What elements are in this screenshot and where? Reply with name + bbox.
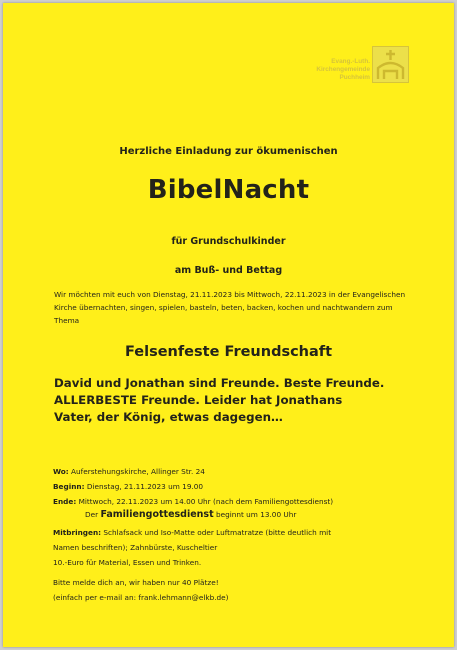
- occasion-line: am Buß- und Bettag: [174, 265, 283, 276]
- end-label: Ende:: [53, 497, 77, 506]
- invitation-flyer: [3, 3, 454, 647]
- story-line-3: Vater, der König, etwas dagegen…: [54, 409, 283, 424]
- email-line: (einfach per e-mail an: frank.lehmann@elkb.de): [53, 593, 229, 602]
- service-line: [85, 510, 296, 520]
- invitation-line: Herzliche Einladung zur ökumenischen: [119, 146, 338, 157]
- end-line: [53, 497, 333, 507]
- bring-value: Schlafsack und Iso-Matte oder Luftmatratze (bitte deutlich mit: [101, 528, 332, 537]
- theme-title: Felsenfeste Freundschaft: [124, 344, 333, 360]
- bring-label: Mitbringen:: [53, 528, 102, 537]
- where-line: [53, 467, 205, 477]
- logo-line-1: Evang.-Luth.: [331, 58, 370, 65]
- start-value: Dienstag, 21.11.2023 um 19.00: [84, 482, 204, 491]
- bring-line-2: Namen beschriften); Zahnbürste, Kuscheltier: [53, 543, 218, 552]
- start-line: [53, 482, 203, 492]
- bring-line-3: 10.-Euro für Material, Essen und Trinken.: [53, 558, 202, 567]
- church-logo-icon: [372, 46, 409, 83]
- intro-paragraph: Wir möchten mit euch von Dienstag, 21.11.2023 bis Mittwoch, 22.11.2023 in der Evangelischen Kirche übernachten, singen, spielen, basteln, beten, backen, kochen und nachtwandern zum Thema: [54, 290, 406, 326]
- event-title: BibelNacht: [147, 175, 310, 205]
- register-line: Bitte melde dich an, wir haben nur 40 Plätze!: [53, 578, 219, 587]
- logo-line-2: Kirchengemeinde: [316, 66, 370, 74]
- story-line-2: ALLERBESTE Freunde. Leider hat Jonathans: [54, 392, 343, 407]
- start-label: Beginn:: [53, 482, 85, 491]
- church-logo-text: [316, 58, 370, 83]
- service-prefix: Der: [85, 510, 101, 519]
- bring-line: [53, 528, 331, 538]
- story-line-1: David und Jonathan sind Freunde. Beste Freunde.: [54, 376, 385, 390]
- service-name: Familiengottesdienst: [100, 509, 214, 520]
- service-suffix: beginnt um 13.00 Uhr: [213, 510, 297, 519]
- where-value: Auferstehungskirche, Allinger Str. 24: [68, 467, 205, 476]
- audience-line: für Grundschulkinder: [171, 236, 286, 247]
- logo-line-3: Puchheim: [339, 74, 370, 82]
- where-label: Wo:: [53, 467, 69, 476]
- story-text: [54, 375, 384, 425]
- end-value: Mittwoch, 22.11.2023 um 14.00 Uhr (nach dem Familiengottesdienst): [76, 497, 334, 506]
